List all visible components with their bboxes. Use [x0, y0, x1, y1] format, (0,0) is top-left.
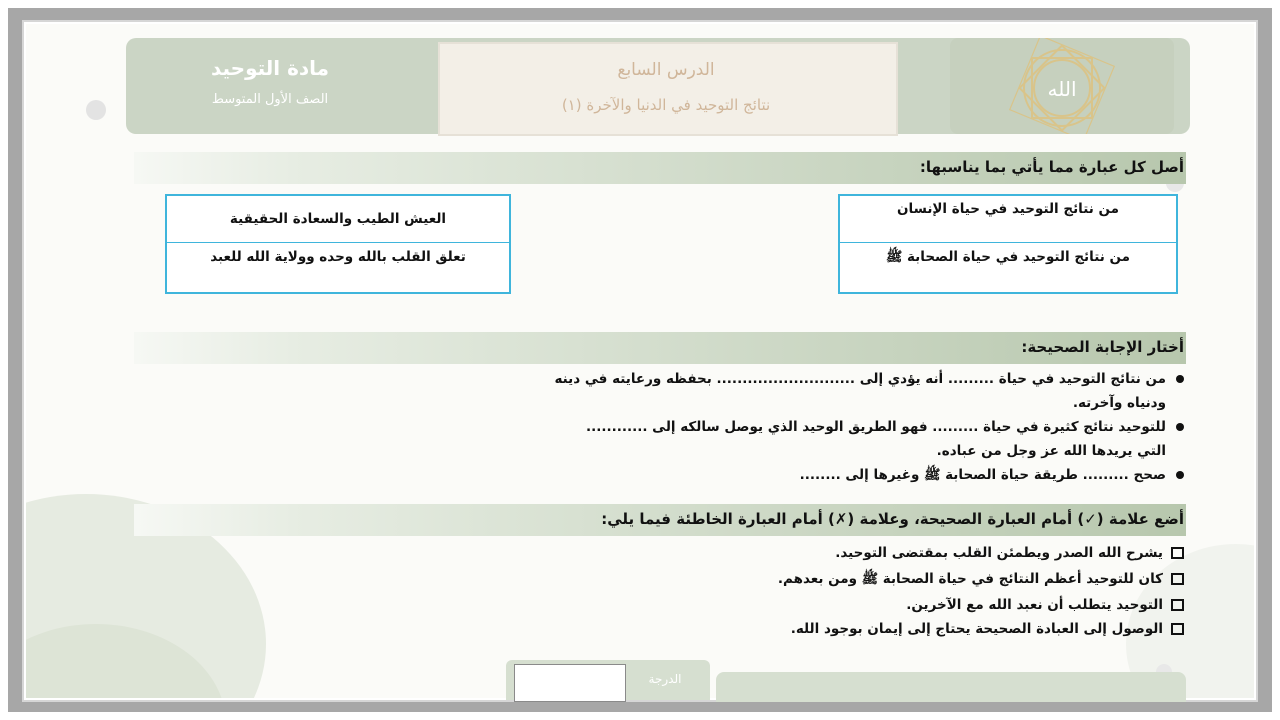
match-right-item: العيش الطيب والسعادة الحقيقية: [229, 211, 447, 227]
checkbox[interactable]: [1171, 547, 1184, 559]
choose-line: التي يريدها الله عز وجل من عباده.: [936, 443, 1166, 459]
bullet-icon: [1176, 375, 1184, 383]
truefalse-item: يشرح الله الصدر ويطمئن القلب بمقتضى التوحيد.: [835, 542, 1184, 564]
match-right-box: [165, 194, 511, 294]
bullet-icon: [1176, 471, 1184, 479]
truefalse-item: الوصول إلى العبادة الصحيحة يحتاج إلى إيمان بوجود الله.: [791, 618, 1184, 640]
choose-line: صحح ......... طريقة حياة الصحابة ﷺ وغيرها إلى ........: [174, 464, 1184, 486]
checkbox[interactable]: [1171, 623, 1184, 635]
lesson-title: نتائج التوحيد في الدنيا والآخرة (١): [561, 96, 771, 114]
grade-input[interactable]: [514, 664, 626, 702]
name-tab: [716, 672, 1186, 702]
lesson-title-box: [438, 42, 898, 136]
match-divider: [840, 242, 1176, 243]
section-title-truefalse: أضع علامة (✓) أمام العبارة الصحيحة، وعلامة (✗) أمام العبارة الخاطئة فيما يلي:: [601, 510, 1184, 528]
match-divider: [167, 242, 509, 243]
section-title-match: أصل كل عبارة مما يأتي بما يناسبها:: [919, 158, 1184, 176]
match-left-item: من نتائج التوحيد في حياة الإنسان: [896, 201, 1120, 217]
match-left-item: من نتائج التوحيد في حياة الصحابة ﷺ: [885, 249, 1130, 265]
section-title-choose: أختار الإجابة الصحيحة:: [1021, 338, 1184, 356]
emblem-text: الله: [1047, 77, 1077, 101]
lesson-number: الدرس السابع: [617, 60, 715, 80]
choose-line: من نتائج التوحيد في حياة ......... أنه يؤدي إلى ........................... بحفظه ورعايته في دينه: [174, 368, 1184, 390]
choose-line: للتوحيد نتائج كثيرة في حياة ......... فهو الطريق الوحيد الذي يوصل سالكه إلى ............: [174, 416, 1184, 438]
checkbox[interactable]: [1171, 573, 1184, 585]
match-right-item: تعلق القلب بالله وحده وولاية الله للعبد: [210, 249, 466, 265]
truefalse-item: التوحيد يتطلب أن نعبد الله مع الآخرين.: [906, 594, 1184, 616]
subject-title: مادة التوحيد: [210, 56, 330, 80]
truefalse-item: كان للتوحيد أعظم النتائج في حياة الصحابة ﷺ ومن بعدهم.: [778, 568, 1184, 590]
choose-line: ودنياه وآخرته.: [1072, 395, 1166, 411]
checkbox[interactable]: [1171, 599, 1184, 611]
match-left-box: [838, 194, 1178, 294]
bullet-icon: [1176, 423, 1184, 431]
islamic-emblem-icon: [950, 38, 1174, 134]
decor-blob: [86, 100, 106, 120]
grade-level: الصف الأول المتوسط: [211, 92, 329, 107]
grade-label: الدرجة: [648, 672, 682, 686]
